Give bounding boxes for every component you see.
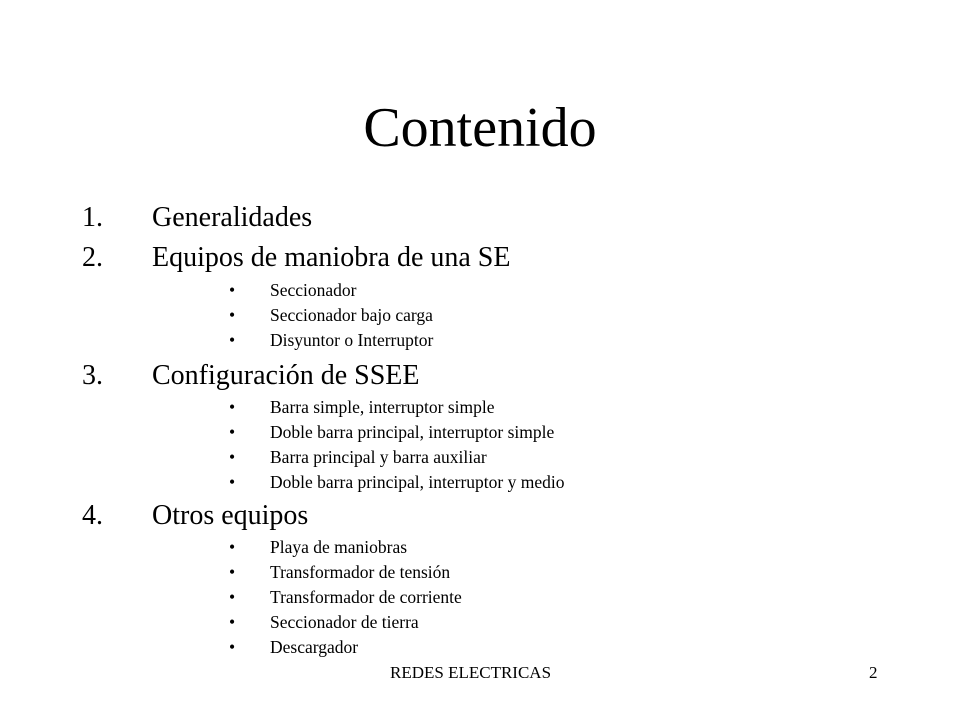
list-item-text: Transformador de tensión <box>270 562 451 582</box>
bullet-icon: • <box>229 330 236 350</box>
bullet-icon: • <box>229 637 236 657</box>
list-item-text: Disyuntor o Interruptor <box>270 330 434 350</box>
bullet-icon: • <box>229 397 236 417</box>
bullet-icon: • <box>229 612 236 632</box>
list-item-text: Seccionador <box>270 280 357 300</box>
list-item-text: Transformador de corriente <box>270 587 462 607</box>
bullet-icon: • <box>229 422 236 442</box>
section-label: Configuración de SSEE <box>152 360 420 391</box>
list-item-text: Doble barra principal, interruptor simple <box>270 422 555 442</box>
bullet-icon: • <box>229 472 236 492</box>
section-label: Equipos de maniobra de una SE <box>152 242 511 273</box>
section-number: 3. <box>82 360 103 391</box>
bullet-icon: • <box>229 305 236 325</box>
section-label: Otros equipos <box>152 500 309 531</box>
list-item-text: Barra principal y barra auxiliar <box>270 447 487 467</box>
bullet-icon: • <box>229 447 236 467</box>
section-number: 4. <box>82 500 103 531</box>
bullet-icon: • <box>229 562 236 582</box>
section-number: 2. <box>82 242 103 273</box>
bullet-icon: • <box>229 280 236 300</box>
bullet-icon: • <box>229 587 236 607</box>
page-number: 2 <box>869 663 878 682</box>
footer-title: REDES ELECTRICAS <box>390 663 552 682</box>
bullet-icon: • <box>229 537 236 557</box>
list-item-text: Playa de maniobras <box>270 537 408 557</box>
slide-title: Contenido <box>363 97 597 159</box>
section-label: Generalidades <box>152 202 313 233</box>
section-number: 1. <box>82 202 103 233</box>
list-item-text: Descargador <box>270 637 359 657</box>
list-item-text: Seccionador de tierra <box>270 612 419 632</box>
list-item-text: Doble barra principal, interruptor y medio <box>270 472 565 492</box>
list-item-text: Seccionador bajo carga <box>270 305 433 325</box>
list-item-text: Barra simple, interruptor simple <box>270 397 495 417</box>
